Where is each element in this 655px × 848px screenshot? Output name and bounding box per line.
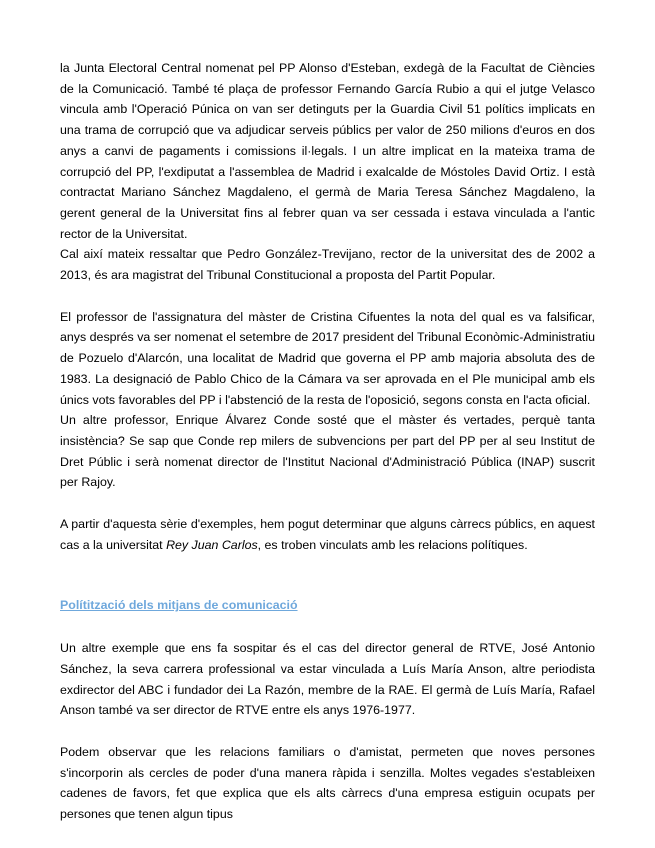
section-spacer bbox=[60, 555, 595, 595]
paragraph-master-professor: El professor de l'assignatura del màster de Cristina Cifuentes la nota del qual es va falsificar, anys després va ser nomenat el setembre de 2017 president del Tribunal Econòmic-Administratiu de Pozuelo d'Alarcón, una localitat de Madrid que governa el PP amb majoria absoluta des de 1983. La designació de Pablo Chico de la Cámara va ser aprovada en el Ple municipal amb els únics vots favorables del PP i l'abstenció de la resta de l'oposició, segons consta en l'acta oficial. bbox=[60, 309, 595, 407]
conclusion-text-after: , es troben vinculats amb les relacions polítiques. bbox=[257, 537, 528, 552]
paragraph-alvarez-conde: Un altre professor, Enrique Álvarez Conde sosté que el màster és vertades, perquè tanta insistència? Se sap que Conde rep milers de subvencions per part del PP per al seu Institut de Dret Públic i serà nomenat director de l'Institut Nacional d'Administració Pública (INAP) suscrit per Rajoy. bbox=[60, 413, 595, 490]
document-page bbox=[60, 58, 595, 825]
paragraph-spacer bbox=[60, 721, 595, 742]
heading-spacer bbox=[60, 616, 595, 638]
paragraph-spacer bbox=[60, 493, 595, 514]
paragraph-spacer bbox=[60, 286, 595, 307]
section-heading[interactable]: Polítització dels mitjans de comunicació bbox=[60, 598, 298, 613]
paragraph-family-relations: Podem observar que les relacions familiars o d'amistat, permeten que noves persones s'incorporin als cercles de poder d'una manera ràpida i senzilla. Moltes vegades s'estableixen cadenes de favors, fet que explica que els alts càrrecs d'una empresa estiguin ocupats per persones que tenen algun tipus bbox=[60, 744, 595, 822]
paragraph-rtve-director: Un altre exemple que ens fa sospitar és el cas del director general de RTVE, José Antonio Sánchez, la seva carrera professional va estar vinculada a Luís María Anson, altre periodista exdirector del ABC i fundador dei La Razón, membre de la RAE. El germà de Luís María, Rafael Anson també va ser director de RTVE entre els anys 1976-1977. bbox=[60, 641, 595, 718]
university-name-italic: Rey Juan Carlos bbox=[166, 537, 258, 552]
paragraph-university-appointments: la Junta Electoral Central nomenat pel PP Alonso d'Esteban, exdegà de la Facultat de Ciències de la Comunicació. També té plaça de professor Fernando García Rubio a qui el jutge Velasco vincula amb l'Operació Púnica on van ser detinguts per la Guardia Civil 51 polítics implicats en una trama de corrupció que va adjudicar serveis públics per valor de 250 milions d'euros en dos anys a canvi de pagaments i comissions il·legals. I un altre implicat en la mateixa trama de corrupció del PP, l'exdiputat a l'assemblea de Madrid i exalcalde de Móstoles David Ortiz. I està contractat Mariano Sánchez Magdaleno, el germà de Maria Teresa Sánchez Magdaleno, la gerent general de la Universitat fins al febrer quan va ser cessada i estava vinculada a l'antic rector de la Universitat. bbox=[60, 61, 595, 241]
paragraph-conclusion-university bbox=[60, 514, 595, 555]
paragraph-gonzalez-trevijano: Cal així mateix ressaltar que Pedro González-Trevijano, rector de la universitat des de 2002 a 2013, és ara magistrat del Tribunal Constitucional a proposta del Partit Popular. bbox=[60, 247, 595, 283]
conclusion-text-before: A partir d'aquesta sèrie d'exemples, hem pogut determinar que alguns càrrecs públics, en aquest cas a la universitat bbox=[60, 517, 595, 552]
